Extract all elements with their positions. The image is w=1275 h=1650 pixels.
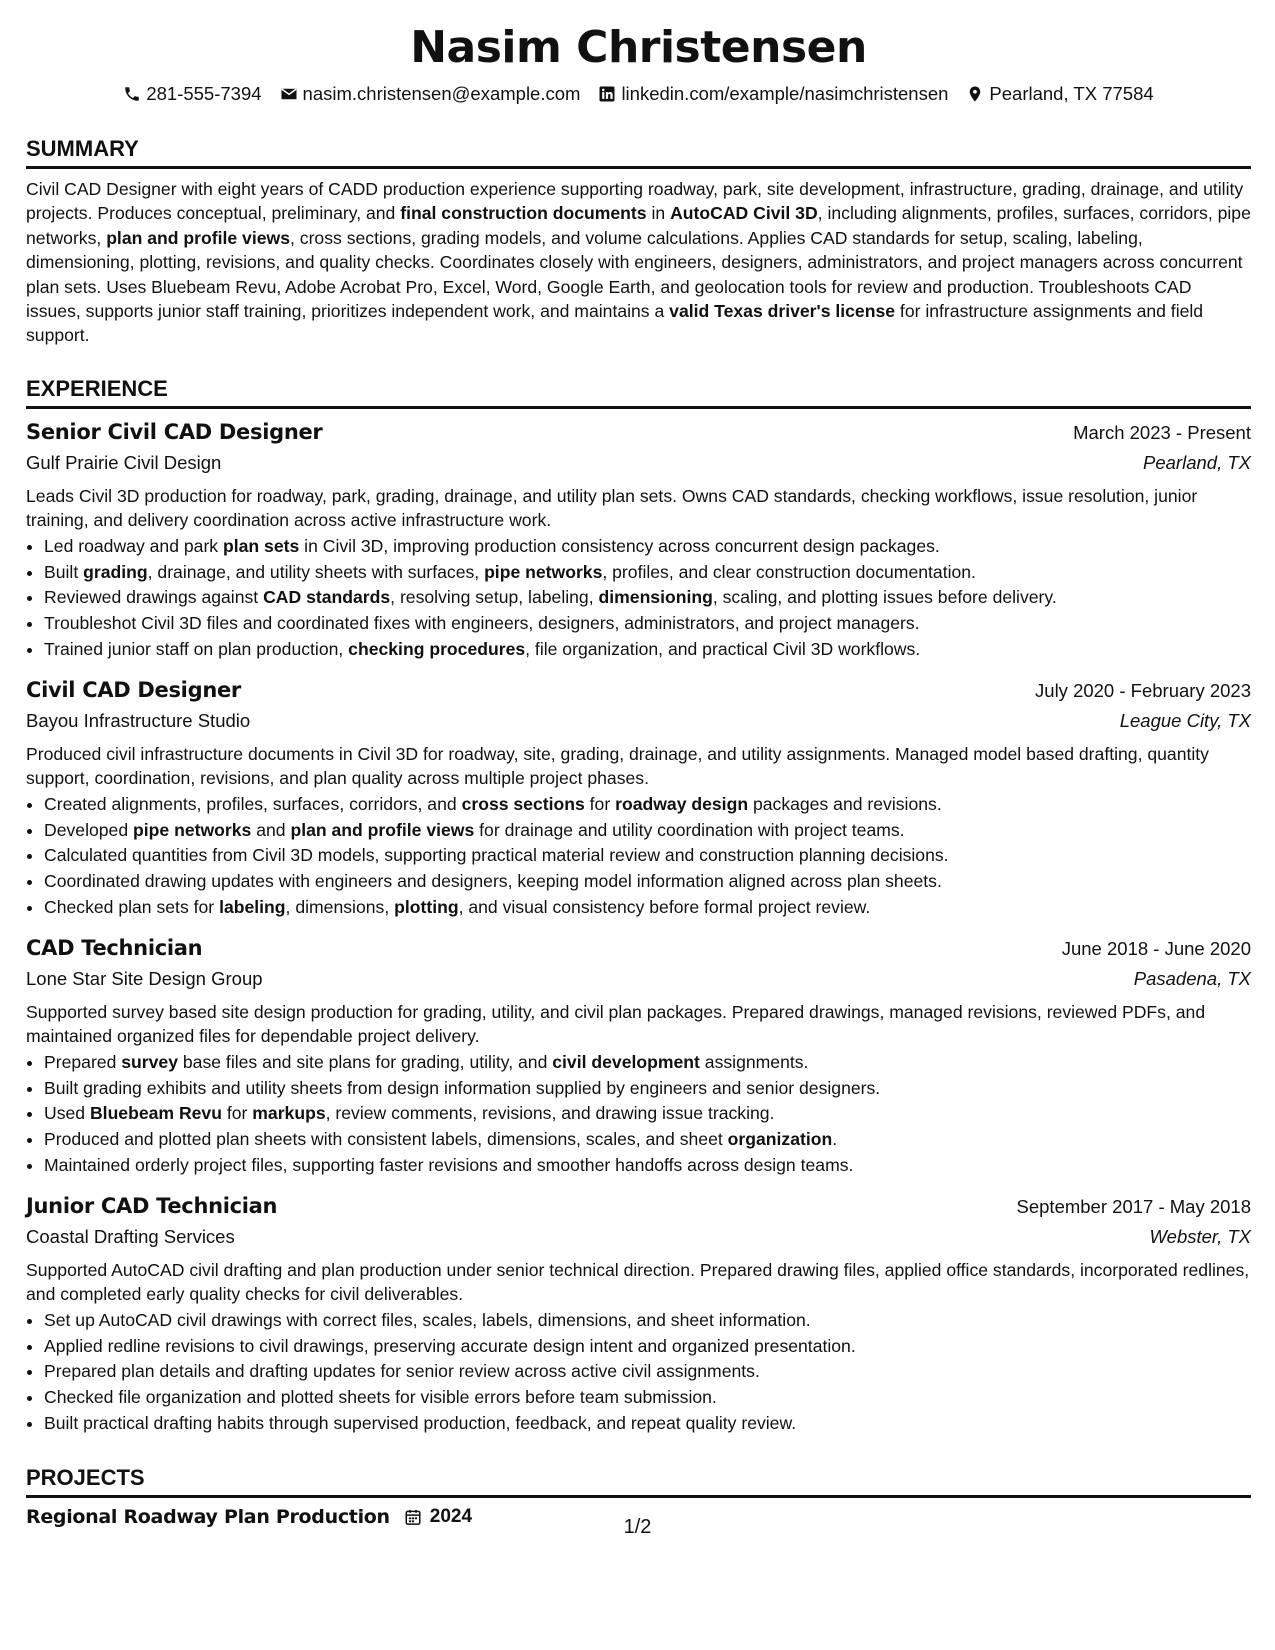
bullet-item (44, 818, 1251, 844)
bold-text: valid Texas driver's license (669, 301, 896, 322)
text-segment: Built practical drafting habits through supervised production, feedback, and repeat quality review. (44, 1412, 797, 1433)
bullet-item (44, 869, 1251, 895)
text-segment: Set up AutoCAD civil drawings with correct files, scales, labels, dimensions, and sheet information. (44, 1309, 811, 1330)
bold-text: Bluebeam Revu (89, 1103, 222, 1124)
bold-text: plotting (394, 897, 459, 918)
project-year-text: 2024 (429, 1505, 473, 1527)
bold-text: labeling (219, 897, 286, 918)
text-segment: Developed (44, 819, 134, 840)
summary-text (26, 177, 1251, 348)
bold-text: plan and profile views (106, 227, 290, 248)
bullet-item (44, 1127, 1251, 1153)
bullet-item (44, 1050, 1251, 1076)
map-pin-icon (966, 85, 984, 103)
text-segment: Built grading exhibits and utility sheets from design information supplied by engineers and senior designers. (44, 1077, 881, 1098)
experience-list (26, 417, 1251, 1437)
company-name: Lone Star Site Design Group (26, 967, 263, 989)
bold-text: markups (252, 1103, 326, 1124)
text-segment: , profiles, and clear construction documentation. (602, 561, 976, 582)
bold-text: pipe networks (133, 819, 252, 840)
job-dates: July 2020 - February 2023 (1035, 679, 1251, 701)
phone-text: 281-555-7394 (146, 83, 262, 104)
text-segment: for (221, 1103, 253, 1124)
text-segment: packages and revisions. (748, 793, 942, 814)
text-segment: Troubleshot Civil 3D files and coordinated fixes with engineers, designers, administrators, and project managers. (44, 613, 920, 634)
experience-heading: EXPERIENCE (26, 376, 1251, 409)
text-segment: and (251, 819, 291, 840)
bullet-item (44, 895, 1251, 921)
contact-phone (123, 82, 261, 106)
bullet-item (44, 1153, 1251, 1179)
summary-heading: SUMMARY (26, 136, 1251, 169)
phone-icon (123, 85, 141, 103)
bullet-item (44, 611, 1251, 637)
location-text: Pearland, TX 77584 (989, 83, 1154, 104)
bullet-item (44, 534, 1251, 560)
text-segment: Built (44, 561, 84, 582)
job-company-row (26, 706, 1251, 736)
job-location: Pearland, TX (1143, 451, 1251, 473)
bold-text: organization (727, 1129, 833, 1150)
project-title: Regional Roadway Plan Production (26, 1505, 390, 1528)
job-location: League City, TX (1119, 709, 1251, 731)
job-header-row (26, 675, 1251, 706)
bullet-item (44, 585, 1251, 611)
job-entry (26, 933, 1251, 1179)
text-segment: base files and site plans for grading, utility, and (178, 1051, 553, 1072)
text-segment: Led roadway and park (44, 535, 223, 556)
bullet-item (44, 637, 1251, 663)
bullet-item (44, 1076, 1251, 1102)
text-segment: Produced and plotted plan sheets with consistent labels, dimensions, scales, and sheet (44, 1129, 728, 1150)
bullet-item (44, 1385, 1251, 1411)
text-segment: Created alignments, profiles, surfaces, corridors, and (44, 793, 462, 814)
text-segment: Calculated quantities from Civil 3D models, supporting practical material review and construction planning decisions. (44, 845, 949, 866)
job-description: Leads Civil 3D production for roadway, park, grading, drainage, and utility plan sets. Owns CAD standards, checking workflows, issue resolution, junior training, and delivery coordination across active infrastructure work. (26, 485, 1198, 530)
contact-email[interactable] (280, 82, 581, 106)
text-segment: , review comments, revisions, and drawing issue tracking. (325, 1103, 775, 1124)
job-location: Webster, TX (1149, 1225, 1251, 1247)
job-bullets (26, 792, 1251, 921)
job-dates: March 2023 - Present (1073, 421, 1251, 443)
contact-linkedin[interactable] (598, 82, 948, 106)
job-title: Junior CAD Technician (26, 1193, 278, 1218)
bullet-item (44, 1411, 1251, 1437)
bold-text: roadway design (615, 793, 749, 814)
candidate-name: Nasim Christensen (410, 22, 867, 73)
job-company-row (26, 448, 1251, 478)
text-segment: Applied redline revisions to civil drawings, preserving accurate design intent and organized presentation. (44, 1335, 856, 1356)
text-segment: for (584, 793, 616, 814)
bold-text: cross sections (461, 793, 585, 814)
text-segment: , scaling, and plotting issues before delivery. (712, 587, 1057, 608)
text-segment: , dimensions, (285, 897, 395, 918)
job-title: Senior Civil CAD Designer (26, 419, 323, 444)
bullet-item (44, 1359, 1251, 1385)
text-segment: , file organization, and practical Civil 3D workflows. (525, 639, 921, 660)
job-company-row (26, 1222, 1251, 1252)
text-segment: Reviewed drawings against (44, 587, 264, 608)
company-name: Gulf Prairie Civil Design (26, 451, 222, 473)
bold-text: AutoCAD Civil 3D (670, 203, 818, 224)
job-title: CAD Technician (26, 935, 203, 960)
job-description: Supported survey based site design production for grading, utility, and civil plan packages. Prepared drawings, managed revisions, reviewed PDFs, and maintained organized files for dependable project delivery. (26, 1001, 1206, 1046)
company-name: Coastal Drafting Services (26, 1225, 235, 1247)
bullet-item (44, 792, 1251, 818)
job-entry (26, 1191, 1251, 1437)
bold-text: grading (83, 561, 148, 582)
text-segment: assignments. (699, 1051, 809, 1072)
contact-location (966, 82, 1153, 106)
text-segment: Civil CAD Designer with eight years of CADD production experience supporting roadway, park, site development, infrastructure, grading, drainage, and utility projects. Produces conceptual, preliminary, and (26, 179, 1244, 224)
job-dates: June 2018 - June 2020 (1061, 937, 1251, 959)
job-description: Supported AutoCAD civil drafting and plan production under senior technical direction. Prepared drawing files, applied office standards, incorporated redlines, and completed early quality checks for civil deliverables. (26, 1259, 1250, 1304)
page-number: 1/2 (623, 1516, 652, 1538)
job-header-row (26, 1191, 1251, 1222)
job-bullets (26, 534, 1251, 663)
text-segment: Coordinated drawing updates with engineers and designers, keeping model information aligned across plan sheets. (44, 871, 942, 892)
job-header-row (26, 417, 1251, 448)
job-title: Civil CAD Designer (26, 677, 241, 702)
bold-text: pipe networks (484, 561, 603, 582)
bold-text: survey (121, 1051, 178, 1072)
text-segment: . (832, 1129, 838, 1150)
text-segment: Trained junior staff on plan production, (44, 639, 349, 660)
job-bullets (26, 1050, 1251, 1179)
text-segment: Prepared plan details and drafting updates for senior review across active civil assignments. (44, 1361, 760, 1382)
company-name: Bayou Infrastructure Studio (26, 709, 251, 731)
job-company-row (26, 964, 1251, 994)
text-segment: in (646, 203, 671, 224)
bullet-item (44, 1334, 1251, 1360)
email-text[interactable]: nasim.christensen@example.com (302, 83, 581, 104)
text-segment: in Civil 3D, improving production consistency across concurrent design packages. (299, 535, 940, 556)
job-bullets (26, 1308, 1251, 1437)
job-description: Produced civil infrastructure documents in Civil 3D for roadway, site, grading, drainage, and utility assignments. Managed model based drafting, quantity support, coordination, revisions, and plan quality across multiple project phases. (26, 743, 1209, 788)
text-segment: for drainage and utility coordination with project teams. (474, 819, 905, 840)
bold-text: final construction documents (400, 203, 647, 224)
resume-page (26, 0, 1251, 1528)
bullet-item (44, 1101, 1251, 1127)
text-segment: Maintained orderly project files, supporting faster revisions and smoother handoffs across design teams. (44, 1155, 854, 1175)
text-segment: , drainage, and utility sheets with surfaces, (147, 561, 485, 582)
envelope-icon (280, 85, 298, 103)
bullet-item (44, 1308, 1251, 1334)
bullet-item (44, 560, 1251, 586)
text-segment: Checked plan sets for (44, 897, 220, 918)
job-header-row (26, 933, 1251, 964)
job-location: Pasadena, TX (1133, 967, 1251, 989)
text-segment: Prepared (44, 1051, 122, 1072)
linkedin-icon (598, 85, 616, 103)
job-entry (26, 417, 1251, 663)
text-segment: , including alignments, profiles, surfaces, corridors, pipe networks, (26, 203, 1251, 248)
text-segment: Checked file organization and plotted sheets for visible errors before team submission. (44, 1387, 717, 1408)
bold-text: dimensioning (598, 587, 713, 608)
bold-text: checking procedures (348, 639, 526, 660)
text-segment: for infrastructure assignments and field support. (26, 301, 1204, 346)
job-entry (26, 675, 1251, 921)
linkedin-text[interactable]: linkedin.com/example/nasimchristensen (621, 83, 949, 104)
text-segment: Used (44, 1103, 90, 1124)
job-dates: September 2017 - May 2018 (1016, 1195, 1251, 1217)
bold-text: CAD standards (263, 587, 391, 608)
text-segment: , resolving setup, labeling, (390, 587, 599, 608)
text-segment: , and visual consistency before formal project review. (458, 897, 871, 918)
text-segment: , cross sections, grading models, and volume calculations. Applies CAD standards for setup, scaling, labeling, dimensioning, plotting, revisions, and quality checks. Coordinates closely with engineers, designers, administrators, and project managers across concurrent plan sets. Uses Bluebeam Revu, Adobe Acrobat Pro, Excel, Word, Google Earth, and geolocation tools for review and production. Troubleshoots CAD issues, supports junior staff training, prioritizes independent work, and maintains a (26, 227, 1243, 322)
projects-heading: PROJECTS (26, 1465, 1251, 1498)
bold-text: plan sets (223, 535, 300, 556)
contact-line (26, 82, 1251, 106)
bold-text: plan and profile views (290, 819, 475, 840)
bullet-item (44, 843, 1251, 869)
bold-text: civil development (552, 1051, 700, 1072)
